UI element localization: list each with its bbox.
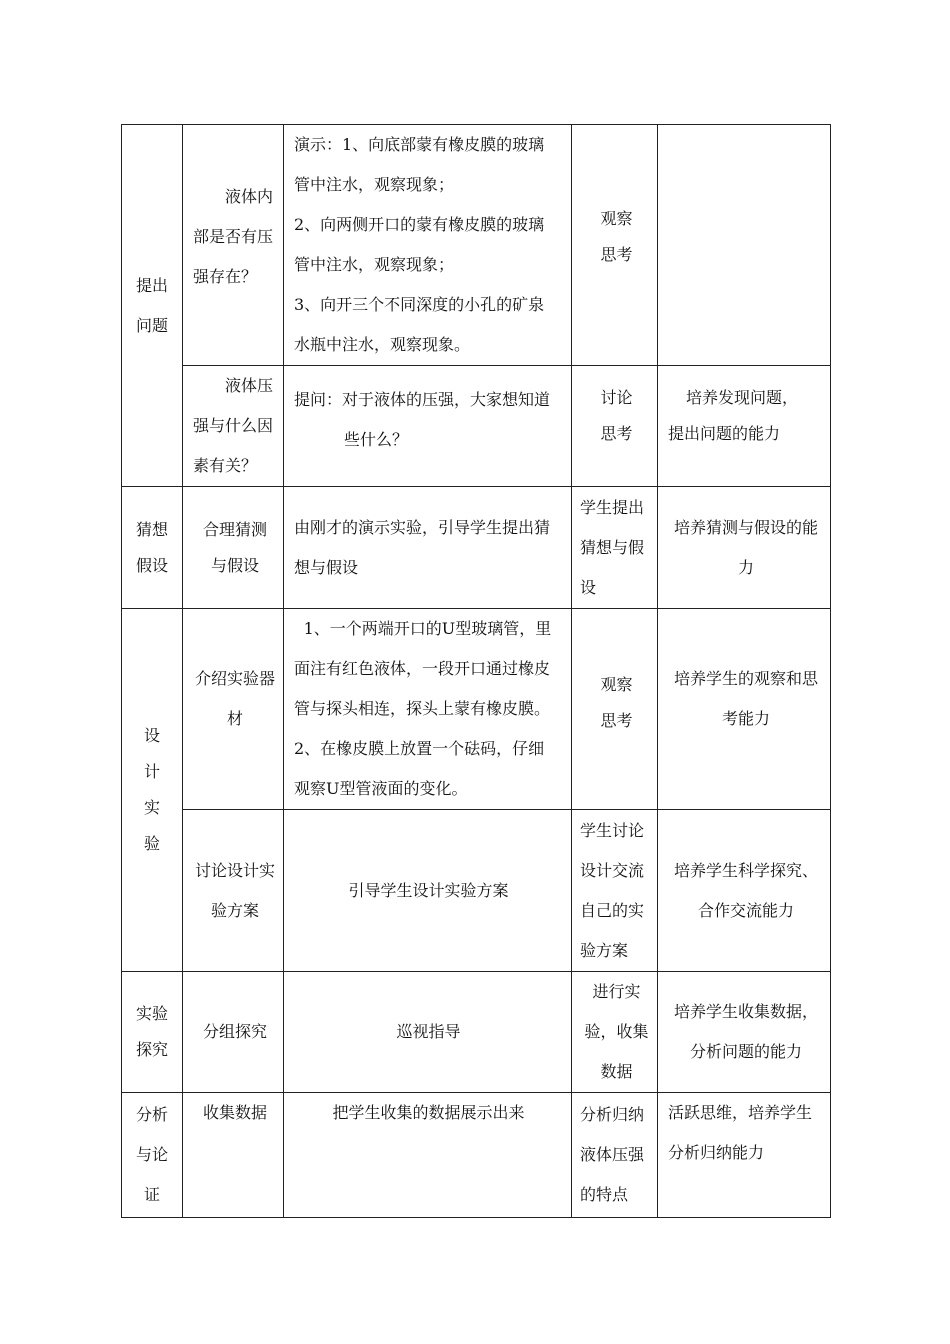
student-text: 观察	[600, 209, 633, 228]
topic-cell	[183, 609, 284, 810]
student-activity-cell	[572, 972, 658, 1093]
table-row	[122, 366, 831, 487]
student-activity-cell	[572, 125, 658, 366]
student-text: 讨论	[600, 388, 633, 407]
teacher-text: 3、向开三个不同深度的小孔的矿泉	[294, 295, 545, 314]
student-text: 思考	[600, 245, 633, 264]
teacher-text: 引导学生设计实验方案	[348, 880, 509, 900]
teacher-activity-cell	[284, 366, 572, 487]
goal-cell	[658, 609, 831, 810]
stage-text: 假设	[135, 555, 168, 575]
topic-text: 强存在？	[193, 267, 258, 286]
student-text: 验，收集	[584, 1022, 649, 1041]
teacher-text: 观察U型管液面的变化。	[294, 779, 468, 798]
stage-text: 探究	[135, 1040, 168, 1059]
goal-text: 力	[737, 557, 754, 577]
teacher-text: 把学生收集的数据展示出来	[332, 1103, 525, 1122]
topic-cell	[183, 366, 284, 487]
teacher-text: 提问：对于液体的压强，大家想知道	[294, 390, 551, 409]
goal-cell	[658, 366, 831, 487]
topic-text: 部是否有压	[193, 227, 274, 246]
stage-cell	[122, 972, 183, 1093]
topic-text: 验方案	[210, 900, 259, 920]
topic-text: 收集数据	[202, 1103, 267, 1122]
teacher-activity-cell	[284, 125, 572, 366]
goal-text: 活跃思维，培养学生	[668, 1103, 813, 1122]
goal-cell	[658, 810, 831, 972]
table-row	[122, 810, 831, 972]
stage-text: 设	[143, 726, 160, 745]
teacher-activity-cell	[284, 810, 572, 972]
student-text: 学生讨论	[580, 820, 645, 840]
teacher-text: 2、在橡皮膜上放置一个砝码，仔细	[294, 739, 545, 758]
stage-text: 与论	[135, 1145, 168, 1164]
table-row	[122, 487, 831, 609]
teacher-activity-cell	[284, 972, 572, 1093]
teacher-text: 管与探头相连，探头上蒙有橡皮膜。	[294, 699, 551, 718]
teacher-text: 管中注水，观察现象；	[294, 175, 455, 194]
goal-text: 分析问题的能力	[689, 1042, 802, 1061]
student-text: 猜想与假	[580, 537, 645, 557]
goal-cell	[658, 1093, 831, 1218]
stage-cell	[122, 125, 183, 487]
stage-text: 猜想	[135, 519, 168, 539]
goal-text: 考能力	[721, 709, 770, 728]
student-text: 分析归纳	[580, 1105, 645, 1124]
student-activity-cell	[572, 810, 658, 972]
teacher-text: 面注有红色液体，一段开口通过橡皮	[294, 659, 551, 678]
stage-cell	[122, 609, 183, 972]
topic-text: 素有关？	[193, 456, 258, 475]
student-activity-cell	[572, 366, 658, 487]
stage-text: 问题	[135, 315, 168, 335]
student-activity-cell	[572, 1093, 658, 1218]
stage-text: 验	[143, 834, 160, 853]
student-text: 的特点	[580, 1185, 629, 1204]
goal-text: 合作交流能力	[697, 900, 794, 920]
topic-text: 讨论设计实	[194, 860, 275, 880]
stage-text: 证	[143, 1185, 160, 1204]
student-text: 数据	[600, 1062, 633, 1081]
teacher-text: 演示：1、向底部蒙有橡皮膜的玻璃	[294, 135, 545, 154]
goal-cell	[658, 487, 831, 609]
teacher-text: 想与假设	[294, 557, 359, 577]
goal-text: 培养学生的观察和思	[673, 669, 818, 688]
student-text: 自己的实	[580, 900, 645, 920]
student-text: 学生提出	[580, 497, 645, 517]
teacher-activity-cell	[284, 1093, 572, 1218]
table-row	[122, 1093, 831, 1218]
table-row	[122, 609, 831, 810]
teacher-text: 巡视指导	[396, 1022, 461, 1041]
teacher-text: 由刚才的演示实验，引导学生提出猜	[294, 517, 551, 537]
stage-text: 计	[143, 762, 160, 781]
goal-text: 培养发现问题，	[686, 388, 799, 407]
student-activity-cell	[572, 487, 658, 609]
topic-text: 液体压	[225, 376, 274, 395]
student-text: 设	[580, 577, 597, 597]
topic-cell	[183, 972, 284, 1093]
goal-text: 提出问题的能力	[668, 424, 781, 443]
goal-cell	[658, 972, 831, 1093]
topic-cell	[183, 125, 284, 366]
table-row	[122, 125, 831, 366]
topic-text: 介绍实验器	[194, 669, 275, 688]
teacher-text: 水瓶中注水，观察现象。	[294, 335, 471, 354]
student-text: 设计交流	[580, 860, 645, 880]
topic-cell	[183, 487, 284, 609]
student-text: 验方案	[580, 940, 629, 960]
teacher-activity-cell	[284, 609, 572, 810]
student-text: 液体压强	[580, 1145, 645, 1164]
stage-cell	[122, 1093, 183, 1218]
topic-text: 分组探究	[202, 1022, 267, 1041]
topic-text: 液体内	[225, 187, 274, 206]
goal-text: 培养学生科学探究、	[673, 860, 818, 880]
student-activity-cell	[572, 609, 658, 810]
stage-text: 实验	[135, 1004, 168, 1023]
teacher-text: 2、向两侧开口的蒙有橡皮膜的玻璃	[294, 215, 545, 234]
teacher-text: 些什么？	[344, 430, 409, 449]
topic-cell	[183, 1093, 284, 1218]
stage-text: 分析	[135, 1105, 168, 1124]
topic-text: 材	[226, 709, 243, 728]
teacher-activity-cell	[284, 487, 572, 609]
topic-cell	[183, 810, 284, 972]
goal-cell	[658, 125, 831, 366]
topic-text: 强与什么因	[193, 416, 274, 435]
student-text: 思考	[600, 711, 633, 730]
student-text: 思考	[600, 424, 633, 443]
student-text: 观察	[600, 675, 633, 694]
stage-text: 实	[143, 798, 160, 817]
lesson-plan-table	[121, 124, 831, 1218]
teacher-text: 管中注水，观察现象；	[294, 255, 455, 274]
topic-text: 与假设	[210, 555, 259, 575]
teacher-text: 1、一个两端开口的U型玻璃管，里	[303, 619, 552, 638]
table-row	[122, 972, 831, 1093]
goal-text: 培养学生收集数据，	[673, 1002, 818, 1021]
stage-cell	[122, 487, 183, 609]
goal-text: 分析归纳能力	[668, 1143, 765, 1162]
stage-text: 提出	[135, 275, 168, 295]
goal-text: 培养猜测与假设的能	[673, 517, 818, 537]
student-text: 进行实	[592, 982, 641, 1001]
topic-text: 合理猜测	[202, 519, 267, 539]
